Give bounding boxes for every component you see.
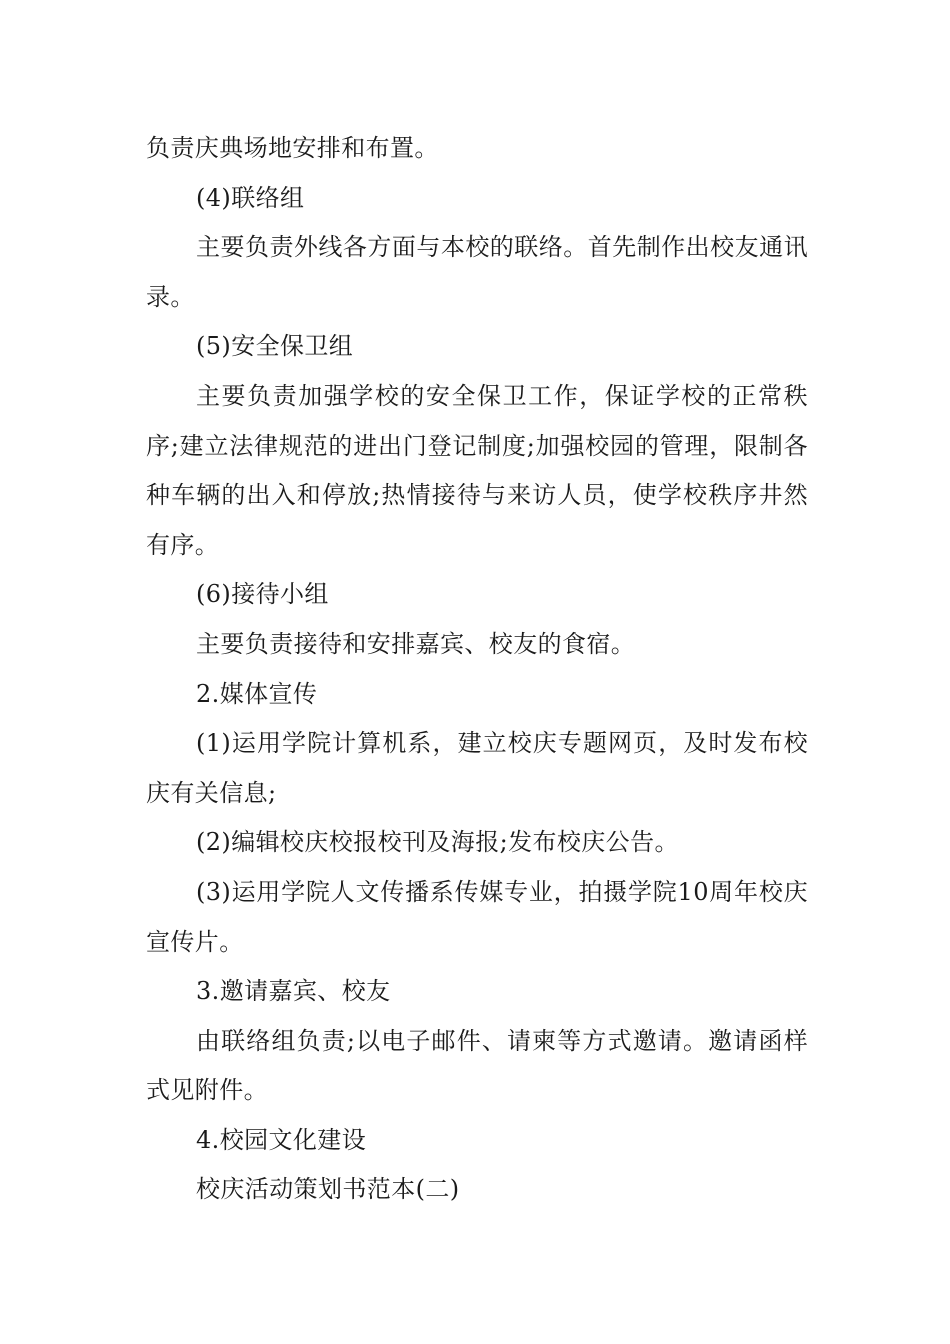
heading-invite-guests: 3.邀请嘉宾、校友 <box>196 977 391 1006</box>
paragraph-security-duties: 主要负责加强学校的安全保卫工作，保证学校的正常秩序;建立法律规范的进出门登记制度;加强校园的管理，限制各种车辆的出入和停放;热情接待与来访人员，使学校秩序井然有序。 <box>146 381 808 559</box>
heading-media-publicity: 2.媒体宣传 <box>196 679 318 708</box>
heading-security-group: (5)安全保卫组 <box>196 332 354 361</box>
paragraph-media-item-2: (2)编辑校庆校报校刊及海报;发布校庆公告。 <box>196 828 679 857</box>
document-body <box>146 124 808 1215</box>
paragraph-media-item-1: (1)运用学院计算机系，建立校庆专题网页，及时发布校庆有关信息; <box>146 729 808 807</box>
heading-campus-culture: 4.校园文化建设 <box>196 1125 367 1154</box>
paragraph-venue-arrangement: 负责庆典场地安排和布置。 <box>146 134 439 162</box>
heading-liaison-group: (4)联络组 <box>196 183 305 212</box>
paragraph-reception-duties: 主要负责接待和安排嘉宾、校友的食宿。 <box>196 629 636 658</box>
paragraph-invite-details: 由联络组负责;以电子邮件、请柬等方式邀请。邀请函样式见附件。 <box>146 1026 808 1105</box>
heading-plan-template-two: 校庆活动策划书范本(二) <box>196 1175 460 1204</box>
paragraph-liaison-duties: 主要负责外线各方面与本校的联络。首先制作出校友通讯录。 <box>146 233 808 311</box>
paragraph-media-item-3: (3)运用学院人文传播系传媒专业，拍摄学院10周年校庆宣传片。 <box>146 877 808 956</box>
heading-reception-group: (6)接待小组 <box>196 580 329 609</box>
